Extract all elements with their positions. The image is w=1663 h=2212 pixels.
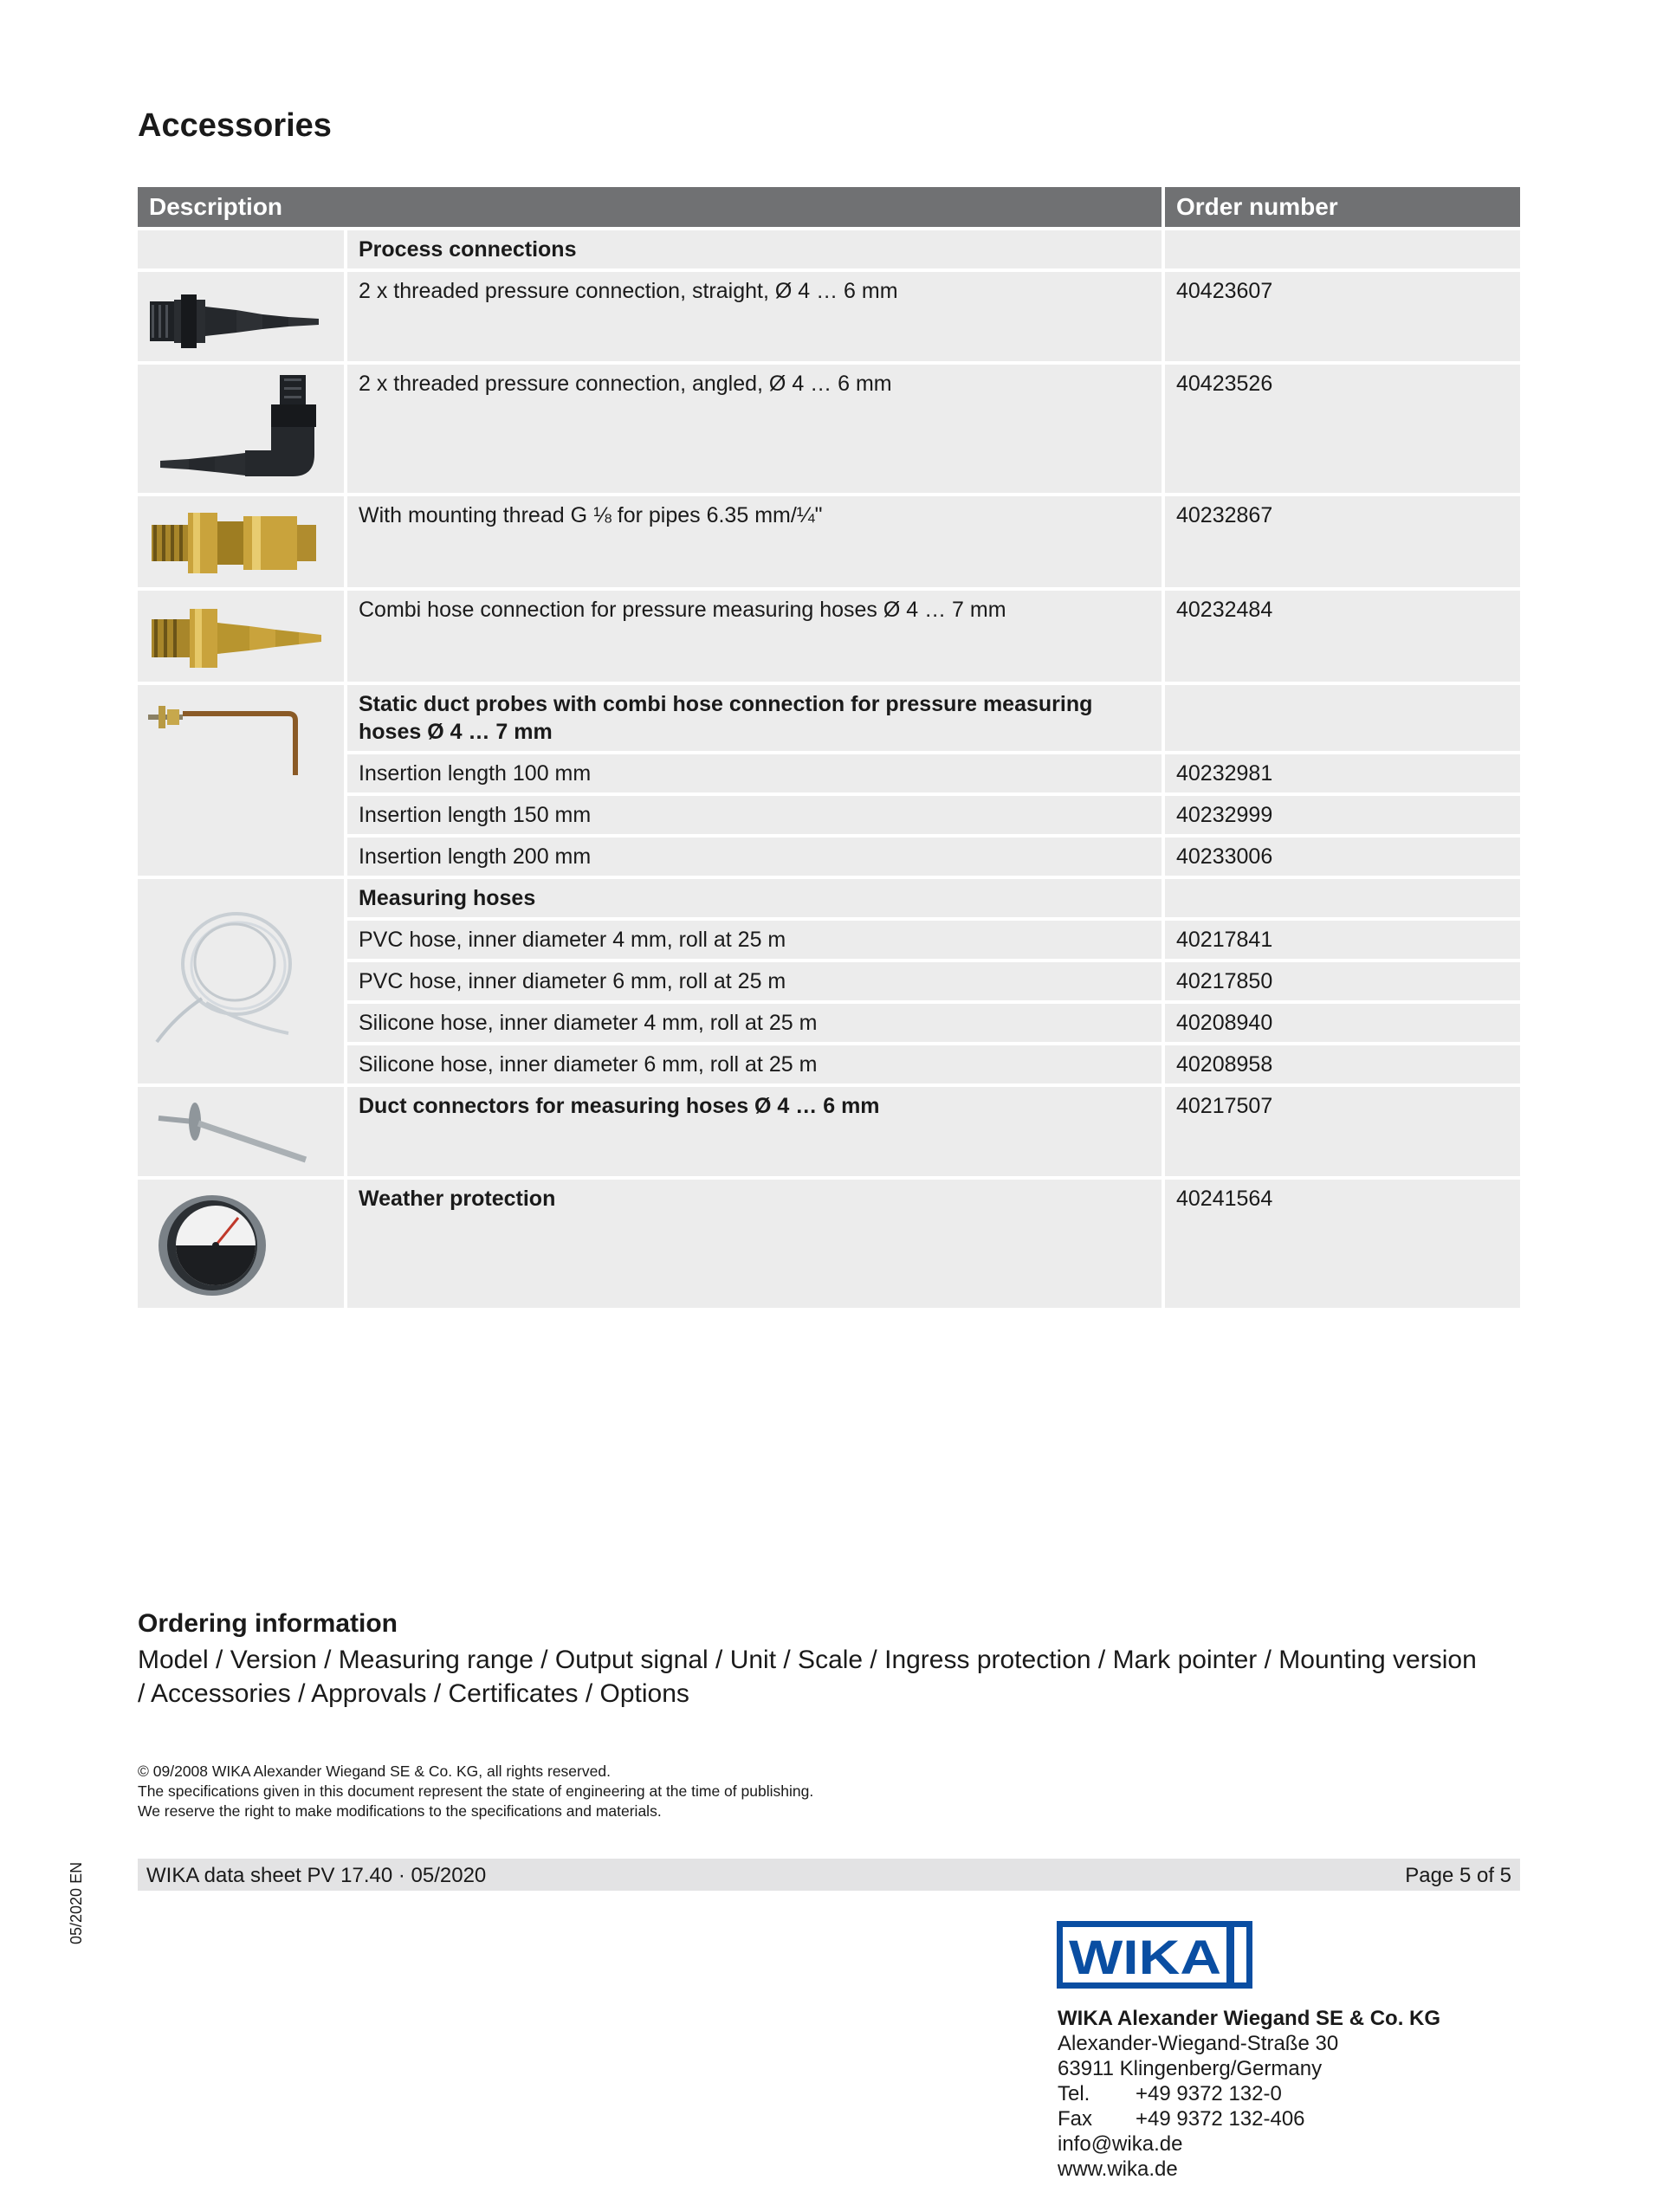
- city: 63911 Klingenberg/Germany: [1058, 2057, 1323, 2080]
- empty-image-cell: [138, 230, 347, 272]
- order-number: 40423526: [1165, 365, 1520, 496]
- tel-number: +49 9372 132-0: [1136, 2082, 1282, 2105]
- item-description: Combi hose connection for pressure measuring hoses Ø 4 … 7 mm: [347, 591, 1165, 685]
- website-link[interactable]: www.wika.de: [1058, 2157, 1178, 2181]
- duct-connector-image: [138, 1087, 347, 1180]
- table-row: [138, 496, 1520, 591]
- section-heading: Static duct probes with combi hose connection for pressure measuring hoses Ø 4 … 7 mm: [347, 685, 1165, 754]
- item-description: Silicone hose, inner diameter 4 mm, roll at 25 m: [347, 1004, 1165, 1045]
- item-description: With mounting thread G ⅛ for pipes 6.35 mm/¼": [347, 496, 1165, 591]
- table-row: [138, 1087, 1520, 1180]
- order-number: 40217841: [1165, 921, 1520, 962]
- table-row: [138, 230, 1520, 272]
- hose-roll-image: [138, 879, 347, 1087]
- page-title: Accessories: [138, 107, 332, 144]
- straight-connector-image: [138, 272, 347, 365]
- order-number: 40208940: [1165, 1004, 1520, 1045]
- table-header-row: [138, 187, 1520, 230]
- order-number: [1165, 879, 1520, 921]
- fax-row: [1058, 2106, 1595, 2131]
- combi-hose-connector-image: [138, 591, 347, 685]
- copyright-notice: [138, 1762, 1177, 1821]
- order-number: 40233006: [1165, 838, 1520, 879]
- item-description: Duct connectors for measuring hoses Ø 4 … 6 mm: [347, 1087, 1165, 1180]
- item-description: 2 x threaded pressure connection, angled, Ø 4 … 6 mm: [347, 365, 1165, 496]
- company-name: WIKA Alexander Wiegand SE & Co. KG: [1058, 2007, 1441, 2030]
- phone-row: [1058, 2081, 1595, 2106]
- copyright-line: © 09/2008 WIKA Alexander Wiegand SE & Co. KG, all rights reserved.: [138, 1762, 611, 1780]
- item-description: PVC hose, inner diameter 6 mm, roll at 25 m: [347, 962, 1165, 1004]
- ordering-heading: Ordering information: [138, 1609, 398, 1638]
- datasheet-reference: WIKA data sheet PV 17.40 · 05/2020: [146, 1864, 487, 1887]
- duct-probe-image: [138, 685, 347, 879]
- footer-bar: [138, 1859, 1520, 1891]
- order-number: 40208958: [1165, 1045, 1520, 1087]
- side-date: 05/2020 EN: [68, 1861, 85, 1944]
- angled-connector-image: [138, 365, 347, 496]
- item-description: Insertion length 150 mm: [347, 796, 1165, 838]
- table-row: [138, 591, 1520, 685]
- order-number: [1165, 685, 1520, 754]
- accessories-table: [138, 187, 1520, 1311]
- order-number: [1165, 230, 1520, 272]
- item-description: Weather protection: [347, 1180, 1165, 1311]
- table-row: [138, 685, 1520, 754]
- order-number: 40232981: [1165, 754, 1520, 796]
- brass-fitting-image: [138, 496, 347, 591]
- email-link[interactable]: info@wika.de: [1058, 2132, 1183, 2156]
- item-description: Insertion length 100 mm: [347, 754, 1165, 796]
- fax-number: +49 9372 132-406: [1136, 2107, 1305, 2131]
- company-address: [1058, 2006, 1595, 2182]
- wika-logo: [1057, 1921, 1252, 1989]
- order-number: 40232999: [1165, 796, 1520, 838]
- order-number: 40423607: [1165, 272, 1520, 365]
- page-number: Page 5 of 5: [1405, 1864, 1511, 1887]
- street: Alexander-Wiegand-Straße 30: [1058, 2032, 1339, 2055]
- table-row: [138, 365, 1520, 496]
- weather-protection-image: [138, 1180, 347, 1311]
- column-header-description: Description: [138, 187, 1165, 230]
- order-number: 40241564: [1165, 1180, 1520, 1311]
- tel-label: Tel.: [1058, 2082, 1090, 2105]
- section-heading: Process connections: [347, 230, 1165, 272]
- order-number: 40217850: [1165, 962, 1520, 1004]
- svg-text:WIKA: WIKA: [1069, 1930, 1221, 1984]
- section-heading: Measuring hoses: [347, 879, 1165, 921]
- ordering-text: Model / Version / Measuring range / Output signal / Unit / Scale / Ingress protection / Mark pointer / Mounting version / Accessories / Approvals / Certificates / Options: [138, 1646, 1477, 1708]
- item-description: Silicone hose, inner diameter 6 mm, roll at 25 m: [347, 1045, 1165, 1087]
- order-number: 40232867: [1165, 496, 1520, 591]
- table-row: [138, 879, 1520, 921]
- copyright-line: The specifications given in this document represent the state of engineering at the time of publishing.: [138, 1782, 814, 1800]
- item-description: Insertion length 200 mm: [347, 838, 1165, 879]
- order-number: 40232484: [1165, 591, 1520, 685]
- item-description: 2 x threaded pressure connection, straight, Ø 4 … 6 mm: [347, 272, 1165, 365]
- table-row: [138, 272, 1520, 365]
- copyright-line: We reserve the right to make modifications to the specifications and materials.: [138, 1802, 662, 1820]
- column-header-order-number: Order number: [1165, 187, 1520, 230]
- table-row: [138, 1180, 1520, 1311]
- order-number: 40217507: [1165, 1087, 1520, 1180]
- fax-label: Fax: [1058, 2107, 1093, 2131]
- item-description: PVC hose, inner diameter 4 mm, roll at 25 m: [347, 921, 1165, 962]
